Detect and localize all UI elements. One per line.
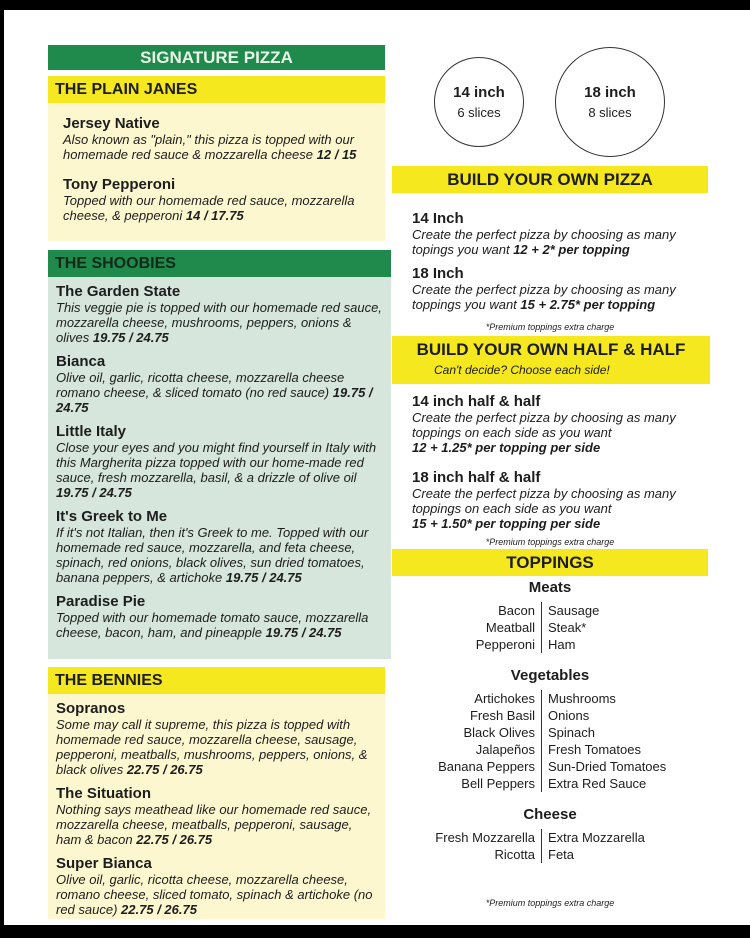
item-name: Little Italy — [56, 423, 127, 440]
byo-header: BUILD YOUR OWN PIZZA — [392, 166, 708, 193]
menu-item — [56, 283, 383, 345]
item-price: 12 + 1.25* per topping per side — [412, 440, 601, 455]
premium-note: *Premium toppings extra charge — [485, 322, 615, 332]
topping-columns — [392, 602, 708, 653]
topping-column-left — [392, 829, 542, 863]
topping-item: Artichokes — [474, 691, 535, 706]
item-description — [56, 872, 377, 917]
item-description — [56, 525, 383, 585]
description-text: If it's not Italian, then it's Greek to me. Topped with our homemade red sauce, mozzarella, and feta cheese, spinach, red onions, black olives, sun dried tomatoes, banana peppers, & artichoke — [56, 525, 369, 585]
item-price: 14 / 17.75 — [185, 208, 244, 223]
menu-item — [56, 785, 377, 847]
topping-category: Cheese — [523, 806, 577, 823]
item-name: The Garden State — [56, 283, 181, 300]
slices-label: 6 slices — [457, 105, 501, 120]
topping-item: Feta — [548, 847, 575, 862]
topping-item: Fresh Tomatoes — [548, 742, 641, 757]
topping-item: Spinach — [548, 725, 595, 740]
item-description — [56, 370, 383, 415]
topping-item: Black Olives — [463, 725, 535, 740]
description-text: Topped with our homemade tomato sauce, mozzarella cheese, bacon, ham, and pineapple — [56, 610, 369, 640]
item-description — [412, 486, 712, 531]
topping-item: Extra Mozzarella — [548, 830, 645, 845]
item-name: The Situation — [56, 785, 151, 802]
topping-category: Meats — [528, 579, 572, 596]
item-description — [63, 193, 375, 223]
description-text: This veggie pie is topped with our homemade red sauce, mozzarella cheese, mushrooms, peppers, onions & olives — [56, 300, 382, 345]
item-description — [412, 410, 712, 455]
topping-column-left — [392, 690, 542, 792]
topping-columns — [392, 829, 708, 863]
size-18-inch — [555, 47, 665, 157]
topping-column-right — [542, 690, 666, 792]
description-text: Close your eyes and you might find yourself in Italy with this Margherita pizza topped with our home-made red sauce, fresh mozzarella, basil, & a drizzle of olive oil — [56, 440, 377, 485]
topping-column-right — [542, 602, 599, 653]
topping-item: Bacon — [498, 603, 535, 618]
topping-item: Pepperoni — [475, 637, 535, 652]
item-name: Super Bianca — [56, 855, 152, 872]
menu-page — [4, 10, 750, 925]
premium-note: *Premium toppings extra charge — [485, 537, 615, 547]
item-name: Paradise Pie — [56, 593, 146, 610]
topping-item: Onions — [548, 708, 590, 723]
menu-item — [56, 353, 383, 415]
topping-item: Sausage — [548, 603, 600, 618]
topping-item: Ham — [548, 637, 576, 652]
item-price: 15 + 2.75* per topping — [520, 297, 656, 312]
item-price: 12 / 15 — [316, 147, 357, 162]
byo-items — [412, 210, 712, 320]
item-name: It's Greek to Me — [56, 508, 168, 525]
topping-group — [392, 806, 708, 863]
menu-item — [56, 508, 383, 585]
topping-item: Fresh Mozzarella — [435, 830, 535, 845]
item-description — [63, 132, 375, 162]
item-name: Jersey Native — [63, 115, 160, 132]
description-text: Create the perfect pizza by choosing as many toppings on each side as you want — [412, 486, 676, 516]
section-shoobies — [48, 250, 391, 659]
topping-group — [392, 667, 708, 792]
item-description — [56, 802, 377, 847]
section-title: THE BENNIES — [48, 667, 385, 694]
item-name: 14 inch half & half — [412, 393, 541, 410]
item-description — [56, 717, 377, 777]
slices-label: 8 slices — [588, 105, 632, 120]
menu-item — [412, 210, 712, 257]
menu-item — [63, 115, 375, 162]
toppings-list — [392, 579, 708, 877]
description-text: Olive oil, garlic, ricotta cheese, mozzarella cheese, romano cheese, sliced tomato, spinach & artichoke (no red sauce) — [56, 872, 373, 917]
item-description — [56, 610, 383, 640]
item-price: 19.75 / 24.75 — [225, 570, 302, 585]
item-price: 12 + 2* per topping — [513, 242, 630, 257]
topping-item: Extra Red Sauce — [548, 776, 647, 791]
menu-item — [56, 593, 383, 640]
item-description — [56, 440, 383, 500]
signature-pizza-header: SIGNATURE PIZZA — [48, 45, 385, 70]
menu-item — [412, 265, 712, 312]
premium-note: *Premium toppings extra charge — [485, 898, 615, 908]
description-text: Nothing says meathead like our homemade red sauce, mozzarella cheese, meatballs, pepperoni, sausage, ham & bacon — [56, 802, 372, 847]
description-text: Create the perfect pizza by choosing as many toppings on each side as you want — [412, 410, 676, 440]
half-title: BUILD YOUR OWN HALF & HALF — [416, 340, 686, 359]
topping-item: Ricotta — [494, 847, 535, 862]
topping-group — [392, 579, 708, 653]
menu-item — [63, 176, 375, 223]
topping-item: Steak* — [548, 620, 587, 635]
menu-item — [56, 700, 377, 777]
topping-item: Jalapeños — [475, 742, 535, 757]
item-price: 15 + 1.50* per topping per side — [412, 516, 601, 531]
item-name: 14 Inch — [412, 210, 464, 227]
topping-item: Banana Peppers — [438, 759, 535, 774]
item-price: 19.75 / 24.75 — [92, 330, 169, 345]
section-title: THE SHOOBIES — [48, 250, 391, 277]
menu-item — [412, 393, 712, 455]
topping-category: Vegetables — [510, 667, 590, 684]
item-name: Bianca — [56, 353, 106, 370]
topping-column-left — [392, 602, 542, 653]
description-text: Also known as "plain," this pizza is topped with our homemade red sauce & mozzarella cheese — [63, 132, 355, 162]
topping-column-right — [542, 829, 645, 863]
menu-item — [56, 423, 383, 500]
item-description — [56, 300, 383, 345]
item-price: 19.75 / 24.75 — [56, 485, 132, 500]
item-description — [412, 282, 712, 312]
size-label: 14 inch — [453, 84, 505, 101]
topping-item: Fresh Basil — [469, 708, 535, 723]
item-price: 19.75 / 24.75 — [56, 385, 373, 415]
item-price: 22.75 / 26.75 — [126, 762, 203, 777]
description-text: Topped with our homemade red sauce, mozzarella cheese, & pepperoni — [63, 193, 355, 223]
size-label: 18 inch — [584, 84, 636, 101]
section-title: THE PLAIN JANES — [48, 76, 385, 103]
section-bennies — [48, 667, 385, 919]
topping-item: Mushrooms — [548, 691, 616, 706]
description-text: Olive oil, garlic, ricotta cheese, mozzarella cheese romano cheese, & sliced tomato (no red sauce) — [56, 370, 345, 400]
item-description — [412, 227, 712, 257]
menu-item — [412, 469, 712, 531]
item-name: 18 Inch — [412, 265, 464, 282]
topping-columns — [392, 690, 708, 792]
description-text: Some may call it supreme, this pizza is topped with homemade red sauce, mozzarella cheese, sausage, pepperoni, meatballs, mushrooms, peppers, onions, & black olives — [56, 717, 368, 777]
item-name: Sopranos — [56, 700, 126, 717]
item-name: Tony Pepperoni — [63, 176, 176, 193]
topping-item: Meatball — [485, 620, 535, 635]
description-text: Create the perfect pizza by choosing as many toppings you want — [412, 282, 676, 312]
topping-item: Sun-Dried Tomatoes — [548, 759, 667, 774]
item-name: 18 inch half & half — [412, 469, 541, 486]
size-14-inch — [434, 57, 524, 147]
item-price: 22.75 / 26.75 — [136, 832, 213, 847]
toppings-header: TOPPINGS — [392, 549, 708, 576]
half-subtitle: Can't decide? Choose each side! — [434, 363, 610, 377]
item-price: 19.75 / 24.75 — [265, 625, 342, 640]
item-price: 22.75 / 26.75 — [121, 902, 197, 917]
half-header — [392, 336, 710, 384]
topping-item: Bell Peppers — [461, 776, 535, 791]
description-text: Create the perfect pizza by choosing as many topings you want — [412, 227, 676, 257]
menu-item — [56, 855, 377, 917]
half-items — [412, 393, 712, 545]
section-plain-janes — [48, 76, 385, 241]
